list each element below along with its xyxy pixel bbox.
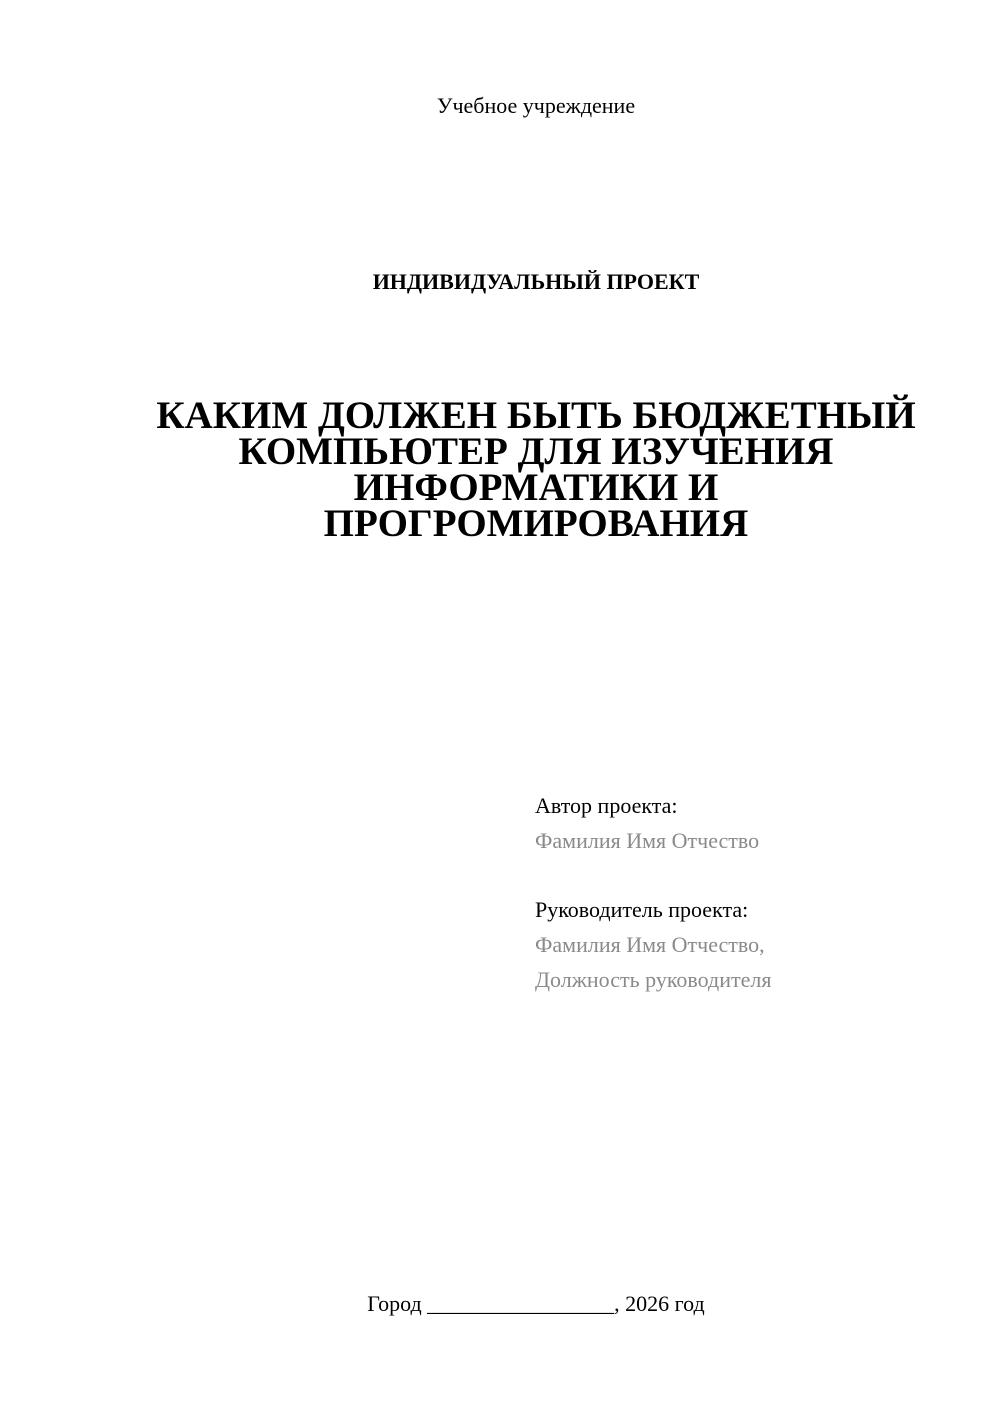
project-title-line: КОМПЬЮТЕР ДЛЯ ИЗУЧЕНИЯ — [238, 430, 834, 473]
document-type: ИНДИВИДУАЛЬНЫЙ ПРОЕКТ — [372, 269, 700, 294]
institution-name: Учебное учреждение — [436, 93, 636, 118]
city-year-line: Город _________________, 2026 год — [367, 1291, 705, 1316]
project-title — [120, 394, 952, 545]
credits-spacer — [535, 858, 975, 892]
project-title-line: ПРОГРОМИРОВАНИЯ — [323, 502, 749, 545]
author-name: Фамилия Имя Отчество — [535, 828, 760, 853]
supervisor-position: Должность руководителя — [535, 967, 772, 992]
project-credits — [535, 788, 975, 997]
supervisor-label: Руководитель проекта: — [535, 897, 749, 922]
author-label: Автор проекта: — [535, 793, 678, 818]
supervisor-name: Фамилия Имя Отчество, — [535, 932, 765, 957]
project-title-line: ИНФОРМАТИКИ И — [353, 466, 719, 509]
project-title-line: КАКИМ ДОЛЖЕН БЫТЬ БЮДЖЕТНЫЙ — [156, 394, 916, 437]
